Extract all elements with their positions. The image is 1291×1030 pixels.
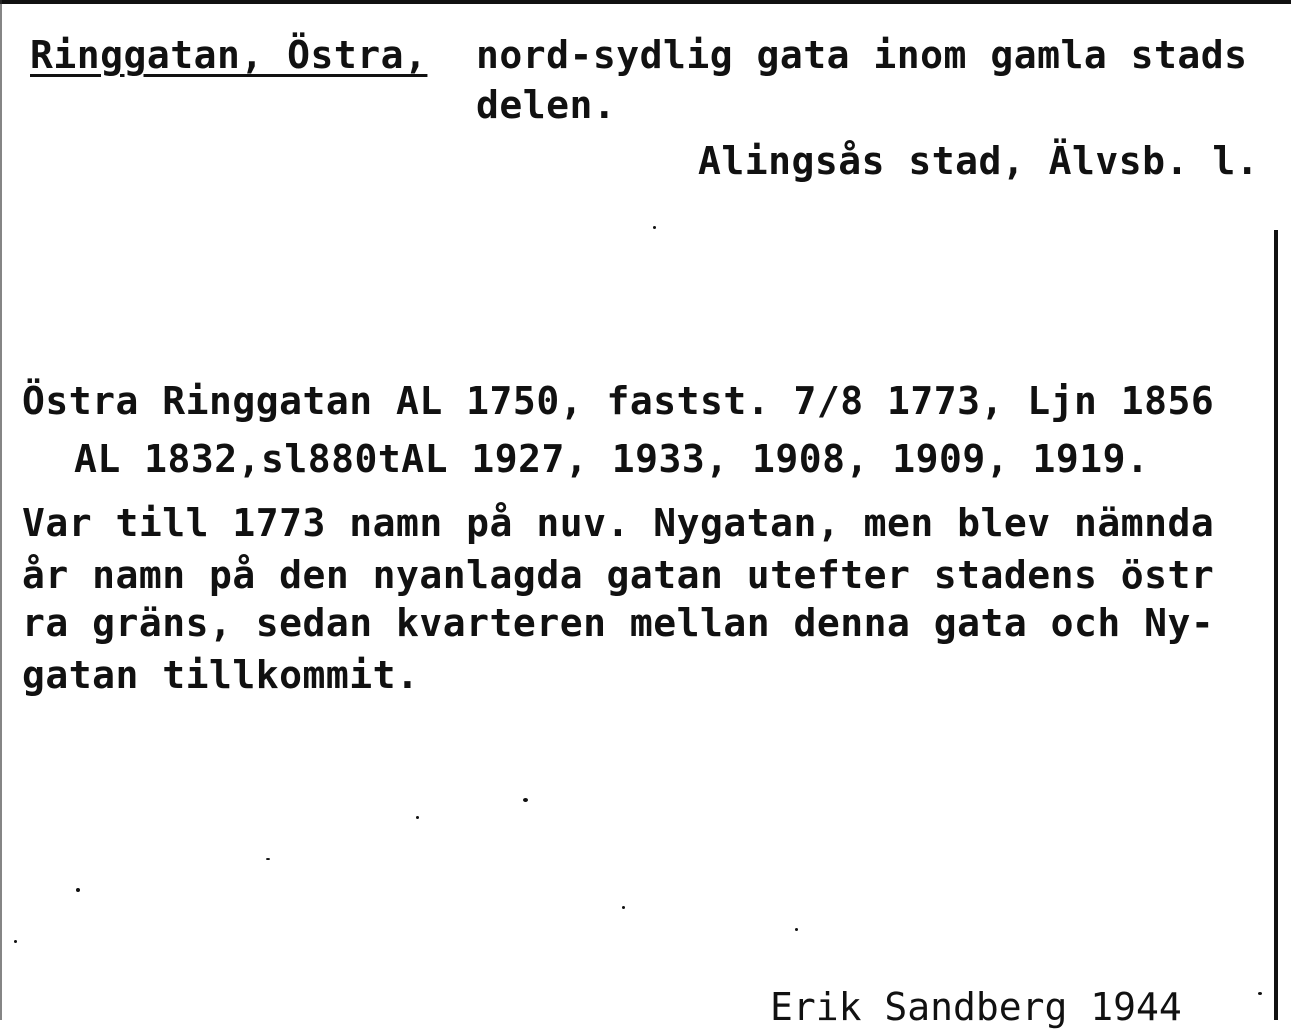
signature: Erik Sandberg 1944 (770, 985, 1182, 1029)
card-top-edge (0, 0, 1291, 4)
body-line-1: Östra Ringgatan AL 1750, fastst. 7/8 1773, Ljn 1856 (22, 379, 1215, 423)
scan-speck (795, 928, 798, 931)
body-line-5: ra gräns, sedan kvarteren mellan denna gata och Ny- (22, 601, 1215, 645)
card-left-edge (0, 0, 2, 1020)
body-line-4: år namn på den nyanlagda gatan utefter stadens östr (22, 553, 1215, 597)
scan-speck (1258, 992, 1262, 995)
street-name-heading: Ringgatan, Östra, (30, 33, 428, 77)
body-line-2: AL 1832,sl880tAL 1927, 1933, 1908, 1909, 1919. (74, 437, 1150, 481)
body-line-3: Var till 1773 namn på nuv. Nygatan, men blev nämnda (22, 501, 1215, 545)
description-line-1: nord-sydlig gata inom gamla stads (476, 33, 1248, 77)
description-line-2: delen. (476, 83, 617, 127)
scan-speck (14, 940, 17, 943)
scan-speck (266, 858, 270, 860)
location-line: Alingsås stad, Älvsb. l. (698, 139, 1260, 183)
body-line-6: gatan tillkommit. (22, 653, 420, 697)
card-right-edge (1274, 230, 1278, 1020)
scan-speck (76, 888, 80, 892)
scan-speck (416, 816, 419, 819)
scan-speck (523, 798, 528, 802)
scan-speck (653, 226, 656, 229)
scan-speck (622, 906, 625, 909)
